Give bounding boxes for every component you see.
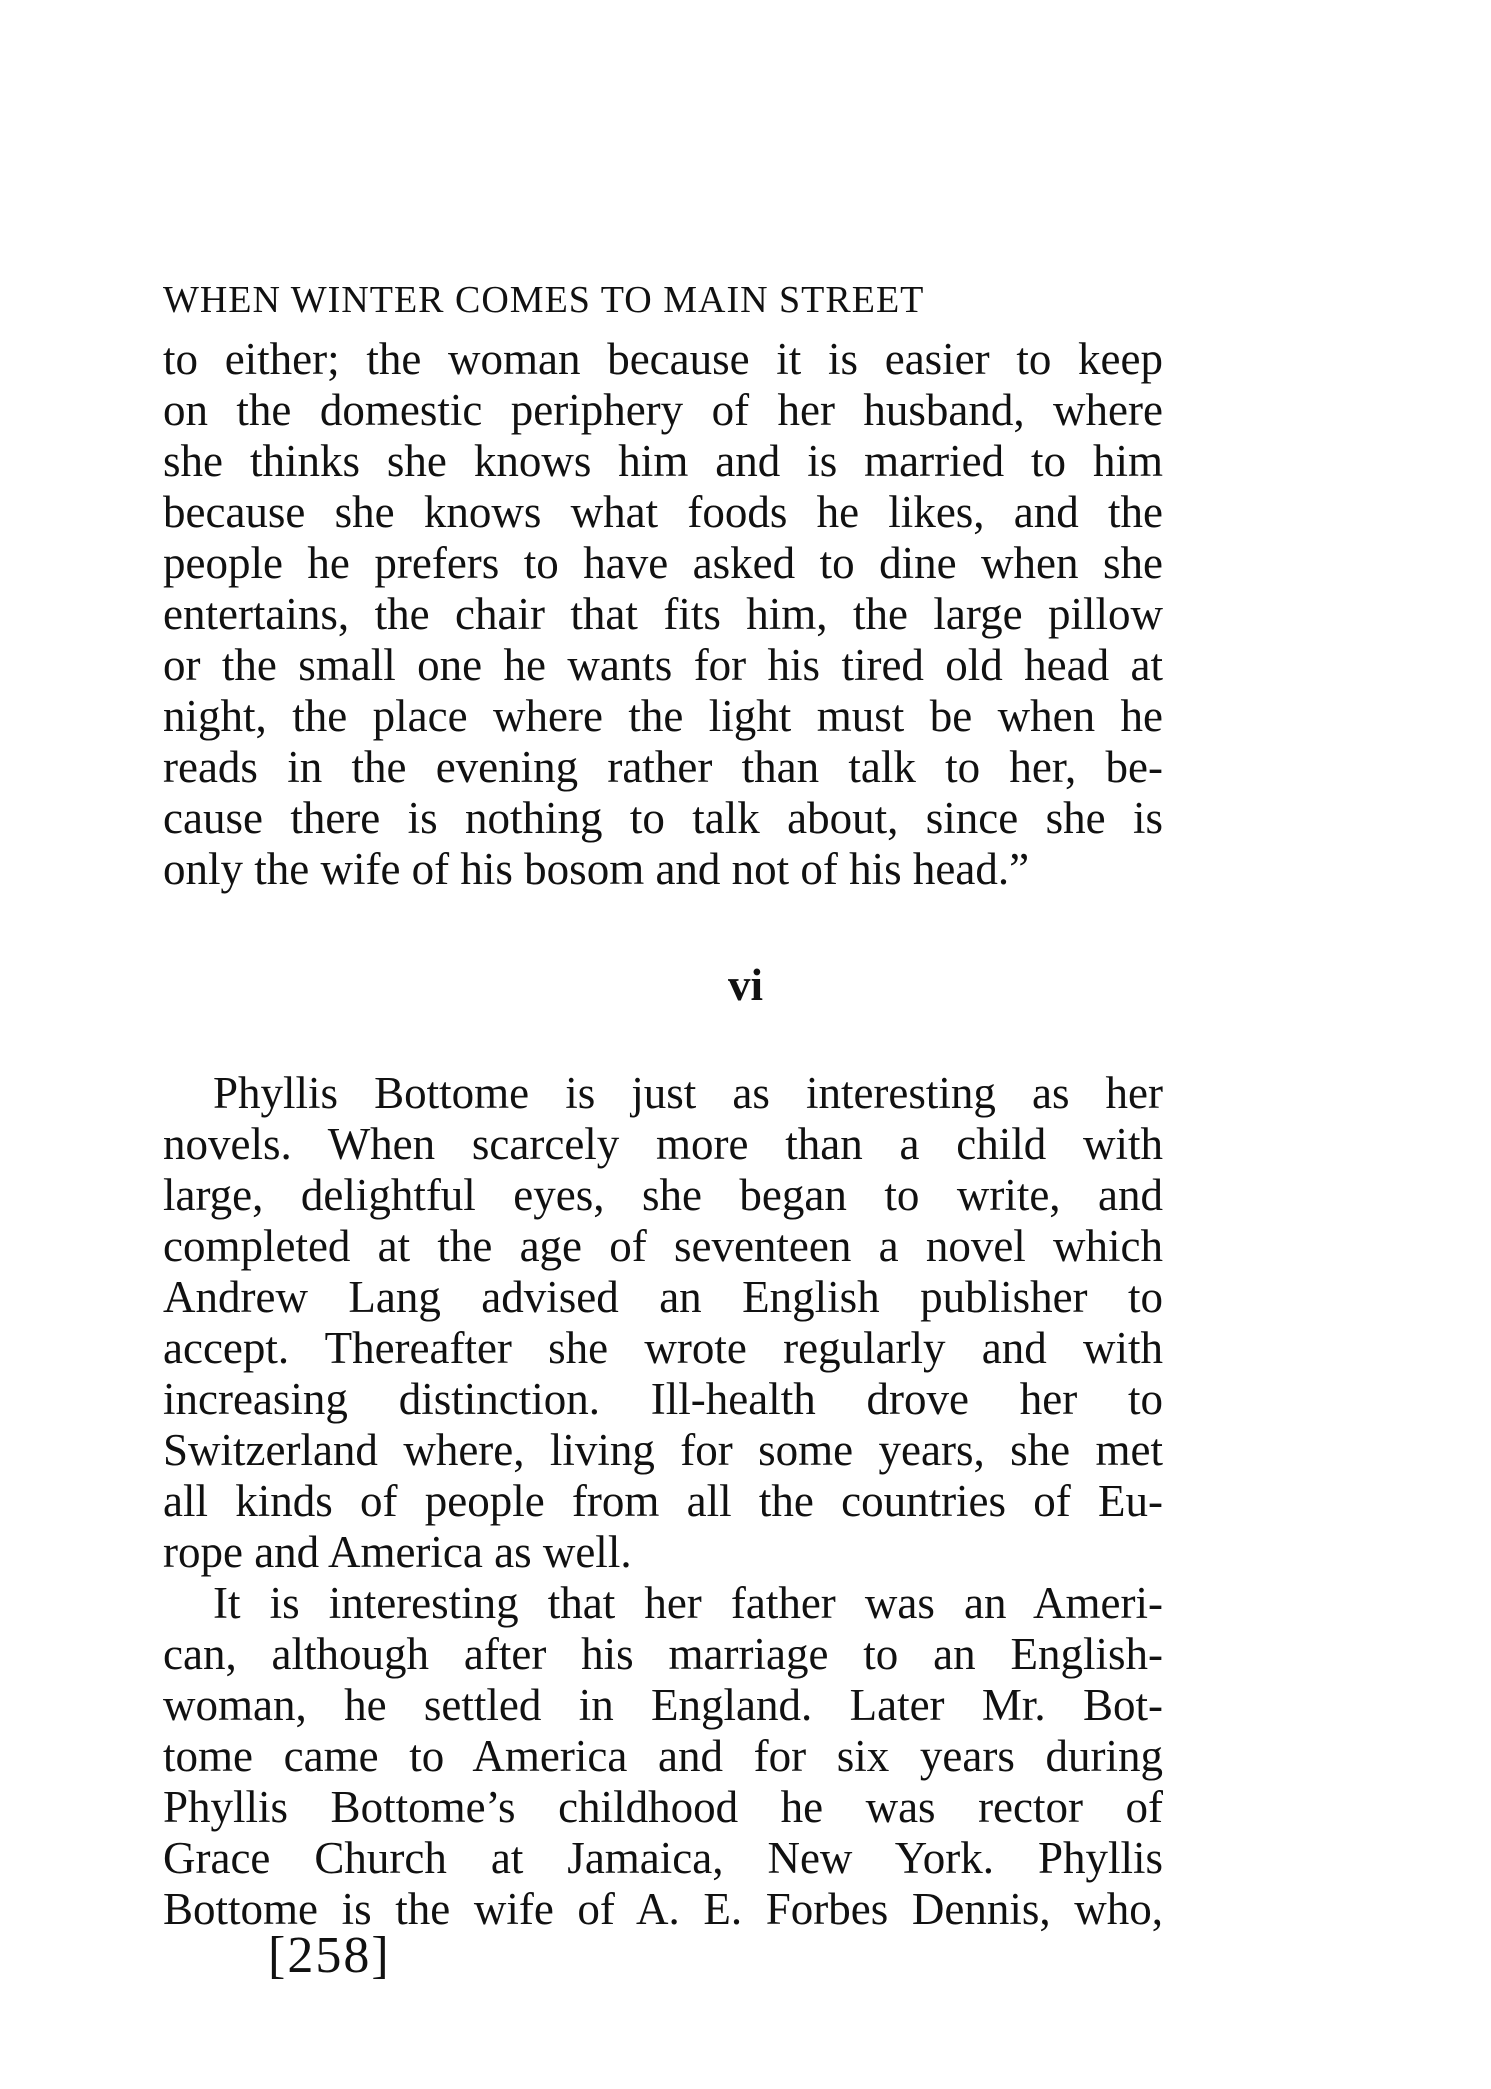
text-line: rope and America as well. <box>163 1527 632 1577</box>
text-line: people he prefers to have asked to dine when she <box>163 538 1163 588</box>
text-line: she thinks she knows him and is married to him <box>163 436 1163 486</box>
text-line: on the domestic periphery of her husband, where <box>163 385 1163 435</box>
text-line: Switzerland where, living for some years, she met <box>163 1425 1163 1475</box>
section-number: vi <box>727 960 763 1010</box>
text-line: reads in the evening rather than talk to her, be- <box>163 742 1163 792</box>
text-line: to either; the woman because it is easier to keep <box>163 334 1163 384</box>
text-line: all kinds of people from all the countries of Eu- <box>163 1476 1163 1526</box>
text-line: large, delightful eyes, she began to write, and <box>163 1170 1163 1220</box>
quote-paragraph <box>163 334 1163 895</box>
text-line: Phyllis Bottome’s childhood he was rector of <box>163 1782 1163 1832</box>
text-line: tome came to America and for six years during <box>163 1731 1163 1781</box>
text-line: It is interesting that her father was an Ameri- <box>213 1578 1163 1628</box>
text-line: Phyllis Bottome is just as interesting as her <box>213 1068 1163 1118</box>
text-line: woman, he settled in England. Later Mr. Bot- <box>163 1680 1163 1730</box>
text-line: because she knows what foods he likes, and the <box>163 487 1163 537</box>
text-line: Andrew Lang advised an English publisher to <box>163 1272 1163 1322</box>
text-line: Bottome is the wife of A. E. Forbes Dennis, who, <box>163 1884 1163 1934</box>
text-line: accept. Thereafter she wrote regularly and with <box>163 1323 1163 1373</box>
text-line: increasing distinction. Ill-health drove her to <box>163 1374 1163 1424</box>
text-line: can, although after his marriage to an English- <box>163 1629 1163 1679</box>
paragraph-1 <box>163 1068 1163 1578</box>
text-line: or the small one he wants for his tired old head at <box>163 640 1163 690</box>
paragraph-2 <box>163 1578 1163 1935</box>
text-line: only the wife of his bosom and not of his head.” <box>163 844 1030 894</box>
text-line: night, the place where the light must be when he <box>163 691 1163 741</box>
text-line: completed at the age of seventeen a novel which <box>163 1221 1163 1271</box>
text-line: Grace Church at Jamaica, New York. Phyllis <box>163 1833 1163 1883</box>
running-head: WHEN WINTER COMES TO MAIN STREET <box>163 279 925 321</box>
text-line: entertains, the chair that fits him, the large pillow <box>163 589 1163 639</box>
text-line: novels. When scarcely more than a child with <box>163 1119 1163 1169</box>
text-line: cause there is nothing to talk about, since she is <box>163 793 1163 843</box>
page-number: [258] <box>268 1927 391 1984</box>
